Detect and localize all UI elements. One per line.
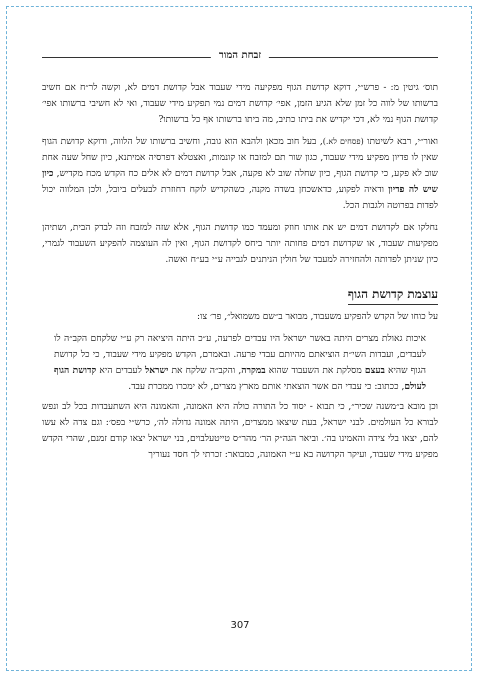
quote-block [54,331,426,395]
paragraph-5: וכן מובא ב״משנה שכיר״, כי תבוא - יסוד כל התורה כולה היא האמונה, והאמונה היא השתעבדות בכל לב ונפש לבורא כל העולמים. לבני ישראל, בעת שיצאו ממצרים, היתה אמונה גדולה לה׳, כרש״י בפס׳: וגם צדה לא עשו להם, יצאו בלי צידה והאמינו בה׳. וביאר הגה״ק הר׳ מהר״ס טייטעלבוים, בני ישראל יצאו קודם זמנם, שהרי הקדש מפקיע מידי שעבוד, ועיקר הקדושה בא ע״י האמונה, כמבואר: זכרתי לך חסד נעוריך [42,402,438,460]
quote-bold-4: קדושת הגוף לעולם [54,365,426,392]
quote-part-1: איכות גאולת מצרים היתה באשר ישראל היו עבדים לפרעה, ע״כ היתה היציאה רק ע״י שלקחם הקב״ה לו לעבדים, ועבדות השי״ת הוציאתם מהיותם עבדי פרעה. ובאמרם, הקדש מפקיע מידי שעבוד, כי כל קדושת הגוף שהיא [54,334,426,376]
section-title: עוצמת קדושת הגוף [348,286,438,305]
p2-part-b: , בעל חוב מכאן ולהבא הוא גובה, וחשיב ברשותו של הלווה, ודוקא קדושת הגוף שאין לו פדיון מפקיע מידי שעבוד, כגון שור תם למזבח או קונמות, ואצטלא דפרסיה אמיתנא, כיון שחל שעה אחת שוב לא פקע, כי קדושת הגוף, כיון שחלה שוב לא פקעה, אבל קדושת דמים לא אלים כח הקדש מכח מקדיש, [42,137,438,179]
header-title: זבחת המור [211,50,269,61]
running-header [42,50,438,64]
paragraph-2 [42,134,438,214]
p2-part-c: ודאיה לפקוע, כדאשכחן בשדה מקנה, כשהקדיש לוקח דחוזרת לבעלים ביובל, ולכן המלווה יכול לפדות בפרוטה ולגבות הכל. [42,185,438,211]
page [42,0,438,679]
quote-bold-3: ישראל [144,365,169,376]
p2-bold: כיון שיש לה פדיון [42,168,438,195]
quote-part-2: מסלקת את השעבוד שהוא [268,366,362,376]
page-content [42,80,438,469]
paragraph-3: נחלקו אם לקדושת דמים יש את אותו חוזק ומעמד כמו קדושת הגוף, אלא שזה למזבח וזה לבדק הבית, ושתיהן מפקיעות שעבוד, או שקדושת דמים פחותה יותר ביחס לקדושת הגוף, ואין לה העוצמה להפקיע השעבוד לגמרי, כיון שניתן לפדותה ולהחזירה למעבד של חולין הניתנים לגבייה ע״י בע״ח ואשה. [42,223,438,265]
source-reference: (פסחים לא.) [322,137,364,146]
paragraph-1: תוס׳ גיטין מ: - פרש״י, דוקא קדושת הגוף מפקיעה מידי שעבוד אבל קדושת דמים לא, וקשה לר״ח אם חשיב ברשותו של לווה כל זמן שלא הגיע הזמן, אפי׳ קדושת דמים נמי תפקיע מידי שעבוד, ואי לא חשיבי ברשותו אפי׳ קדושת הגוף נמי לא, דכי יקדיש את ביתו כתיב, מה ביתו ברשותו אף כל ברשותו? [42,83,438,125]
paragraph-4: על כוחו של הקדש להפקיע משעבוד, מבואר ב״שם משמואל״, פר׳ צו: [196,312,438,322]
page-number: 307 [230,620,250,631]
quote-bold-2: במקרה [241,365,266,376]
quote-part-3: , והקב״ה שלקח את [171,366,242,376]
quote-part-5: , ככתוב: כי עבדי הם אשר הוצאתי אותם מארץ מצרים, לא ימכרו ממכרת עבד. [128,382,405,392]
quote-part-4: לעבדים היא [99,366,142,376]
quote-bold-1: בעצם [364,365,385,376]
p2-part-a: ואור״י, רבא לשיטתו [367,137,439,147]
